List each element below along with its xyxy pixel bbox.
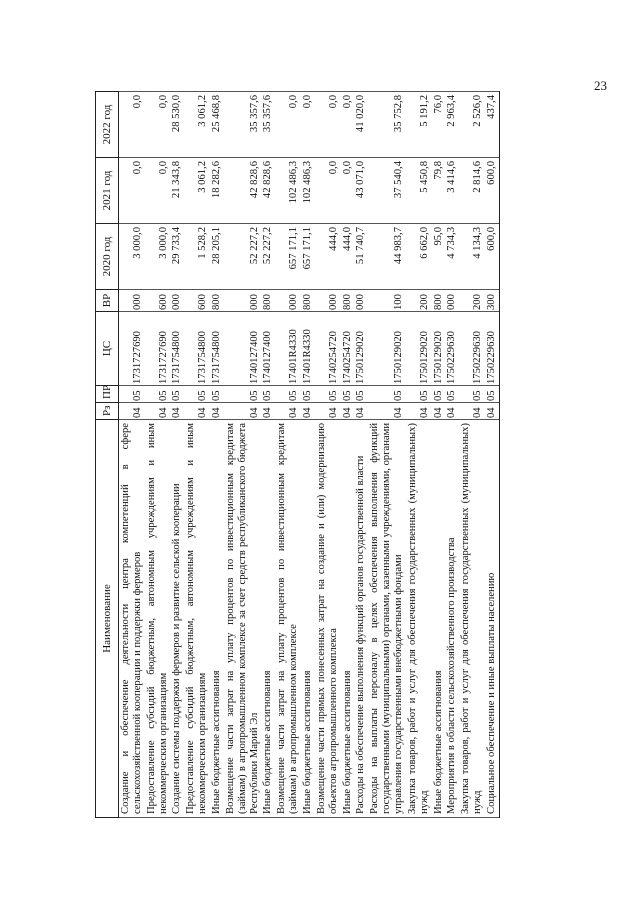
cell-vr: 000: [119, 290, 145, 312]
cell-pr: 05: [432, 386, 446, 403]
cell-2020: 444,0: [341, 224, 355, 290]
cell-vr: 800: [341, 290, 355, 312]
cell-rz: 04: [184, 403, 210, 420]
cell-2021: 42 828,6: [261, 158, 275, 224]
cell-cs: 1750229630: [485, 312, 499, 386]
cell-2020: 52 227,2: [261, 224, 275, 290]
cell-2021: 0,0: [341, 158, 355, 224]
cell-rz: 04: [119, 403, 145, 420]
cell-name: Иные бюджетные ассигнования: [432, 420, 446, 818]
cell-2021: 18 282,6: [210, 158, 224, 224]
cell-2022: 0,0: [341, 92, 355, 158]
cell-2020: 29 733,4: [170, 224, 184, 290]
cell-2021: 79,8: [432, 158, 446, 224]
cell-name: Иные бюджетные ассигнования: [210, 420, 224, 818]
table-row: [368, 92, 406, 818]
cell-cs: 1731754800: [170, 312, 184, 386]
cell-cs: 1731754800: [210, 312, 224, 386]
table-row: [341, 92, 355, 818]
cell-pr: 05: [275, 386, 301, 403]
table-row: [459, 92, 485, 818]
table-row: [119, 92, 145, 818]
cell-2020: 4 734,3: [445, 224, 459, 290]
cell-2022: 0,0: [145, 92, 171, 158]
cell-pr: 05: [119, 386, 145, 403]
header-name: Наименование: [96, 420, 119, 818]
cell-cs: 17401R4330: [301, 312, 315, 386]
cell-2020: 28 205,1: [210, 224, 224, 290]
cell-vr: 800: [301, 290, 315, 312]
table-row: [354, 92, 368, 818]
cell-cs: 1740127400: [261, 312, 275, 386]
table-row: [224, 92, 262, 818]
cell-cs: 1750129020: [368, 312, 406, 386]
cell-2021: 102 486,3: [301, 158, 315, 224]
cell-2020: 657 171,1: [275, 224, 301, 290]
cell-2021: 3 414,6: [445, 158, 459, 224]
budget-table: [95, 91, 500, 818]
cell-2021: 3 061,2: [184, 158, 210, 224]
header-vr: ВР: [96, 290, 119, 312]
cell-rz: 04: [210, 403, 224, 420]
cell-pr: 05: [170, 386, 184, 403]
cell-2022: 0,0: [301, 92, 315, 158]
cell-vr: 000: [275, 290, 301, 312]
cell-2021: 2 814,6: [459, 158, 485, 224]
cell-2020: 44 983,7: [368, 224, 406, 290]
table-row: [432, 92, 446, 818]
cell-pr: 05: [301, 386, 315, 403]
cell-vr: 000: [315, 290, 341, 312]
cell-2021: 37 540,4: [368, 158, 406, 224]
cell-rz: 04: [445, 403, 459, 420]
cell-rz: 04: [145, 403, 171, 420]
cell-vr: 300: [485, 290, 499, 312]
cell-pr: 05: [354, 386, 368, 403]
cell-2022: 0,0: [275, 92, 301, 158]
cell-name: Закупка товаров, работ и услуг для обеспечения государственных (муниципальных) нужд: [459, 420, 485, 818]
cell-cs: 1731727690: [119, 312, 145, 386]
cell-cs: 17401R4330: [275, 312, 301, 386]
cell-name: Иные бюджетные ассигнования: [341, 420, 355, 818]
cell-rz: 04: [368, 403, 406, 420]
cell-2020: 51 740,7: [354, 224, 368, 290]
cell-2020: 3 000,0: [119, 224, 145, 290]
cell-name: Возмещение части затрат на уплату процентов по инвестиционным кредитам (займам) в агропромышленном комплексе: [275, 420, 301, 818]
cell-rz: 04: [315, 403, 341, 420]
cell-2022: 28 530,0: [170, 92, 184, 158]
cell-rz: 04: [406, 403, 432, 420]
cell-pr: 05: [315, 386, 341, 403]
cell-pr: 05: [459, 386, 485, 403]
cell-vr: 100: [368, 290, 406, 312]
cell-2021: 0,0: [315, 158, 341, 224]
cell-vr: 000: [445, 290, 459, 312]
header-cs: ЦС: [96, 312, 119, 386]
cell-2020: 600,0: [485, 224, 499, 290]
header-rz: Рз: [96, 403, 119, 420]
page-number: 23: [594, 78, 607, 93]
cell-pr: 05: [406, 386, 432, 403]
cell-cs: 1740254720: [315, 312, 341, 386]
cell-2022: 2 963,4: [445, 92, 459, 158]
cell-2021: 0,0: [119, 158, 145, 224]
table-header-row: [96, 92, 119, 818]
cell-name: Иные бюджетные ассигнования: [261, 420, 275, 818]
cell-pr: 05: [224, 386, 262, 403]
cell-2022: 437,4: [485, 92, 499, 158]
cell-2022: 76,0: [432, 92, 446, 158]
cell-vr: 800: [261, 290, 275, 312]
cell-2020: 95,0: [432, 224, 446, 290]
cell-vr: 800: [432, 290, 446, 312]
cell-cs: 1731754800: [184, 312, 210, 386]
cell-2022: 3 061,2: [184, 92, 210, 158]
cell-2022: 35 357,6: [261, 92, 275, 158]
cell-rz: 04: [170, 403, 184, 420]
cell-vr: 000: [170, 290, 184, 312]
cell-2020: 52 227,2: [224, 224, 262, 290]
table-row: [170, 92, 184, 818]
cell-rz: 04: [275, 403, 301, 420]
cell-2022: 2 526,0: [459, 92, 485, 158]
cell-2021: 43 071,0: [354, 158, 368, 224]
cell-2021: 42 828,6: [224, 158, 262, 224]
cell-pr: 05: [368, 386, 406, 403]
cell-2021: 5 450,8: [406, 158, 432, 224]
header-2022: 2022 год: [96, 92, 119, 158]
cell-rz: 04: [459, 403, 485, 420]
cell-2021: 0,0: [145, 158, 171, 224]
cell-rz: 04: [261, 403, 275, 420]
cell-2021: 102 486,3: [275, 158, 301, 224]
cell-name: Создание и обеспечение деятельности центра компетенций в сфере сельскохозяйственной кооперации и поддержки фермеров: [119, 420, 145, 818]
table-row: [445, 92, 459, 818]
cell-cs: 1740254720: [341, 312, 355, 386]
table-row: [406, 92, 432, 818]
cell-pr: 05: [145, 386, 171, 403]
cell-rz: 04: [301, 403, 315, 420]
cell-name: Предоставление субсидий бюджетным, автономным учреждениям и иным некоммерческим организациям: [145, 420, 171, 818]
cell-name: Иные бюджетные ассигнования: [301, 420, 315, 818]
cell-vr: 200: [459, 290, 485, 312]
cell-rz: 04: [354, 403, 368, 420]
cell-cs: 1750129020: [406, 312, 432, 386]
table-row: [301, 92, 315, 818]
table-row: [210, 92, 224, 818]
table-row: [184, 92, 210, 818]
cell-pr: 05: [445, 386, 459, 403]
cell-vr: 800: [210, 290, 224, 312]
cell-name: Создание системы поддержки фермеров и развитие сельской кооперации: [170, 420, 184, 818]
cell-2022: 5 191,2: [406, 92, 432, 158]
cell-2022: 0,0: [315, 92, 341, 158]
cell-2022: 35 357,6: [224, 92, 262, 158]
cell-pr: 05: [184, 386, 210, 403]
cell-pr: 05: [341, 386, 355, 403]
cell-cs: 1740127400: [224, 312, 262, 386]
cell-2022: 35 752,8: [368, 92, 406, 158]
cell-2020: 1 528,2: [184, 224, 210, 290]
header-2021: 2021 год: [96, 158, 119, 224]
rotated-page-content: [95, 92, 600, 818]
table-row: [315, 92, 341, 818]
cell-pr: 05: [261, 386, 275, 403]
cell-2020: 3 000,0: [145, 224, 171, 290]
cell-name: Социальное обеспечение и иные выплаты населению: [485, 420, 499, 818]
cell-2020: 4 134,3: [459, 224, 485, 290]
cell-cs: 1731727690: [145, 312, 171, 386]
cell-name: Расходы на выплаты персоналу в целях обеспечения выполнения функций государственными (муниципальными) органами, казенными учреждениями, органами управления государственными внебюджетными фондами: [368, 420, 406, 818]
cell-rz: 04: [485, 403, 499, 420]
table-row: [485, 92, 499, 818]
cell-vr: 600: [184, 290, 210, 312]
cell-2021: 21 343,8: [170, 158, 184, 224]
header-2020: 2020 год: [96, 224, 119, 290]
cell-vr: 000: [224, 290, 262, 312]
cell-2022: 0,0: [119, 92, 145, 158]
header-pr: ПР: [96, 386, 119, 403]
cell-2021: 600,0: [485, 158, 499, 224]
cell-cs: 1750229630: [445, 312, 459, 386]
cell-rz: 04: [432, 403, 446, 420]
table-row: [275, 92, 301, 818]
cell-cs: 1750129020: [432, 312, 446, 386]
cell-2020: 444,0: [315, 224, 341, 290]
table-row: [145, 92, 171, 818]
cell-vr: 000: [354, 290, 368, 312]
cell-name: Возмещение части затрат на уплату процентов по инвестиционным кредитам (займам) в агропромышленном комплексе за счет средств республиканского бюджета Республики Марий Эл: [224, 420, 262, 818]
cell-vr: 200: [406, 290, 432, 312]
cell-name: Возмещение части прямых понесенных затрат на создание и (или) модернизацию объектов агропромышленного комплекса: [315, 420, 341, 818]
cell-name: Расходы на обеспечение выполнения функций органов государственной власти: [354, 420, 368, 818]
cell-2020: 6 662,0: [406, 224, 432, 290]
cell-rz: 04: [341, 403, 355, 420]
cell-2022: 25 468,8: [210, 92, 224, 158]
table-row: [261, 92, 275, 818]
cell-vr: 600: [145, 290, 171, 312]
cell-name: Закупка товаров, работ и услуг для обеспечения государственных (муниципальных) нужд: [406, 420, 432, 818]
cell-rz: 04: [224, 403, 262, 420]
cell-cs: 1750229630: [459, 312, 485, 386]
cell-name: Мероприятия в области сельскохозяйственного производства: [445, 420, 459, 818]
cell-cs: 1750129020: [354, 312, 368, 386]
cell-pr: 05: [485, 386, 499, 403]
cell-2020: 657 171,1: [301, 224, 315, 290]
cell-pr: 05: [210, 386, 224, 403]
cell-2022: 41 020,0: [354, 92, 368, 158]
cell-name: Предоставление субсидий бюджетным, автономным учреждениям и иным некоммерческим организациям: [184, 420, 210, 818]
